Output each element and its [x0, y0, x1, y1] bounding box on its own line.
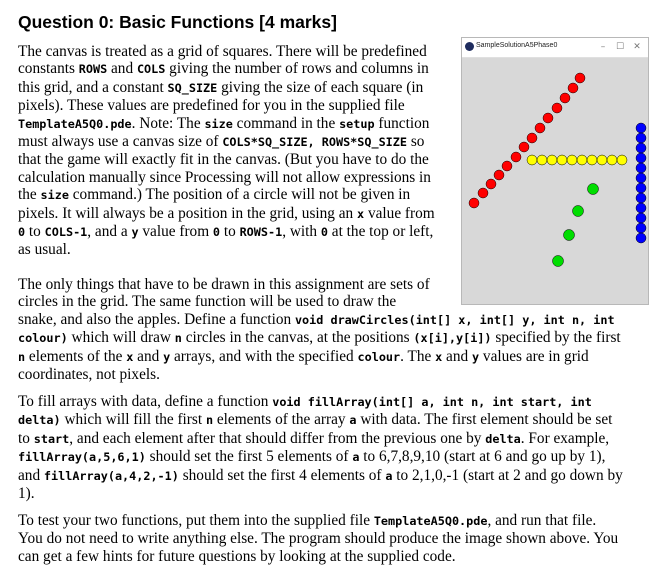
line: [18, 411, 648, 429]
code-text: y: [471, 349, 480, 364]
yellow-circle: [617, 155, 627, 165]
text: , and a: [87, 223, 132, 241]
text: must always use a canvas size of: [18, 133, 223, 151]
text: To fill arrays with data, define a function: [18, 393, 273, 410]
blue-circle: [636, 123, 646, 133]
code-text: n: [174, 331, 182, 346]
green-circle: [588, 184, 599, 195]
text: You do not need to write anything else. The program should produce the image shown above. You: [18, 530, 619, 548]
text: The only things that have to be drawn in this assignment are sets of: [18, 276, 430, 293]
line: [18, 186, 450, 204]
paragraph-fill-array: [18, 393, 648, 502]
code-text: y: [163, 349, 171, 364]
yellow-circle: [597, 155, 607, 165]
red-circle: [469, 198, 479, 208]
text: , with: [282, 223, 321, 241]
blue-circle: [636, 193, 646, 203]
line: [18, 43, 450, 60]
text: and: [18, 466, 44, 484]
text: command in the: [232, 114, 340, 132]
text: circles in the canvas, at the positions: [181, 329, 414, 347]
line: [18, 485, 648, 502]
code-text: x: [435, 349, 443, 364]
text: should set the first 4 elements of: [178, 466, 386, 484]
text: that the game will exactly fit in the canvas. (But you have to do the: [18, 151, 429, 169]
yellow-circle: [607, 155, 617, 165]
sketch-window: [461, 37, 649, 305]
text: so: [407, 133, 425, 151]
code-text: colour): [18, 331, 68, 346]
line: [18, 393, 648, 411]
line: [18, 205, 450, 223]
paragraph-canvas-grid: [18, 43, 450, 259]
code-text: delta: [485, 431, 521, 446]
line: [18, 241, 450, 258]
green-circle: [564, 230, 575, 241]
red-circle: [486, 179, 496, 189]
blue-circle: [636, 183, 646, 193]
yellow-circle: [567, 155, 577, 165]
blue-circle: [636, 153, 646, 163]
code-text: a: [352, 450, 360, 465]
text: the: [18, 186, 41, 204]
text: constants: [18, 60, 79, 78]
line: [18, 448, 648, 466]
text: as usual.: [18, 241, 71, 259]
text: circles in the grid. The same function will be used to draw the: [18, 293, 397, 311]
blue-circle: [636, 163, 646, 173]
line: [18, 548, 648, 565]
code-text: setup: [339, 116, 375, 131]
text: to 6,7,8,9,10 (start at 6 and go up by 1),: [359, 448, 606, 466]
text: to 2,1,0,-1 (start at 2 and go down by: [392, 466, 623, 484]
code-text: n: [18, 349, 26, 364]
code-text: size: [204, 116, 233, 131]
text: value from: [138, 223, 213, 241]
text: to: [25, 223, 45, 241]
text: The canvas is treated as a grid of squares. There will be predefined: [18, 43, 427, 60]
code-text: x: [357, 206, 365, 221]
line: [18, 223, 450, 241]
code-text: delta): [18, 413, 61, 428]
text: function: [374, 114, 430, 132]
processing-app-icon: [465, 42, 474, 51]
text: which will draw: [67, 329, 175, 347]
text: arrays, and with the specified: [170, 347, 358, 365]
line: [18, 79, 450, 97]
close-button[interactable]: ✕: [633, 42, 641, 52]
blue-circle: [636, 233, 646, 243]
red-circle: [502, 161, 512, 171]
maximize-button[interactable]: ☐: [615, 42, 625, 52]
code-text: y: [131, 225, 139, 240]
text: 1).: [18, 485, 35, 503]
text: value from: [364, 204, 435, 222]
red-circle: [535, 123, 545, 133]
text: should set the first 5 elements of: [145, 448, 353, 466]
line: [18, 133, 450, 151]
code-text: n: [205, 413, 214, 428]
minimize-button[interactable]: –: [600, 42, 606, 52]
line: [18, 329, 648, 347]
code-text: void drawCircles(int[] x, int[] y, int n, int: [294, 312, 615, 327]
line: [18, 530, 648, 547]
line: [18, 97, 450, 114]
code-text: a: [349, 413, 357, 428]
circles-drawing: [462, 58, 648, 304]
red-circle: [478, 188, 488, 198]
blue-circle: [636, 133, 646, 143]
text: . The: [400, 347, 436, 365]
code-text: ROWS-1: [239, 225, 283, 240]
text: coordinates, not pixels.: [18, 366, 160, 384]
red-circle: [568, 83, 578, 93]
paragraph-testing: [18, 512, 648, 565]
text: this grid, and a constant: [18, 78, 168, 96]
text: , and run that file.: [487, 512, 597, 529]
code-text: colour: [357, 349, 401, 364]
window-titlebar[interactable]: [462, 38, 648, 58]
blue-circle: [636, 173, 646, 183]
code-text: COLS: [136, 62, 166, 77]
line: [18, 366, 648, 383]
text: . For example,: [520, 429, 610, 447]
text: elements of the array: [213, 411, 350, 429]
code-text: COLS*SQ_SIZE, ROWS*SQ_SIZE: [222, 135, 407, 150]
text: pixels). These values are predefined for you in the supplied file: [18, 97, 405, 115]
yellow-circle: [577, 155, 587, 165]
code-text: start: [33, 431, 70, 446]
red-circle: [560, 93, 570, 103]
text: snake, and also the apples. Define a function: [18, 310, 295, 328]
text: specified by the first: [491, 329, 621, 347]
line: [18, 115, 450, 133]
code-text: 0: [18, 225, 26, 240]
yellow-circle: [527, 155, 537, 165]
code-text: TemplateA5Q0.pde: [373, 514, 488, 528]
text: To test your two functions, put them into the supplied file: [18, 512, 374, 529]
text: to: [18, 429, 34, 447]
red-circle: [543, 113, 553, 123]
question-title: Question 0: Basic Functions [4 marks]: [18, 12, 337, 32]
line: [18, 60, 450, 78]
blue-circle: [636, 203, 646, 213]
red-circle: [519, 142, 529, 152]
blue-circle: [636, 223, 646, 233]
text: can get a few hints for future questions by looking at the supplied code.: [18, 547, 456, 565]
blue-circle: [636, 213, 646, 223]
code-text: TemplateA5Q0.pde: [18, 116, 132, 131]
text: , and each element after that should differ from the previous one by: [69, 429, 486, 447]
line: [18, 348, 648, 366]
code-text: x: [126, 349, 134, 364]
code-text: (x[i],y[i]): [413, 331, 492, 346]
green-circle: [573, 206, 584, 217]
blue-circle: [636, 143, 646, 153]
text: and: [442, 347, 472, 365]
code-text: 0: [212, 225, 221, 240]
code-text: a: [385, 468, 393, 483]
line: [18, 169, 450, 186]
red-circle: [575, 73, 585, 83]
green-circle: [553, 256, 564, 267]
text: and: [107, 60, 137, 78]
line: [18, 151, 450, 168]
text: and: [133, 347, 164, 365]
yellow-circle: [537, 155, 547, 165]
text: . Note: The: [131, 114, 205, 132]
window-title: SampleSolutionA5Phase0: [476, 42, 558, 49]
text: values are in grid: [479, 347, 589, 365]
line: [18, 467, 648, 485]
text: pixels. It will always be a position in the grid, using an: [18, 204, 358, 222]
yellow-circle: [557, 155, 567, 165]
text: elements of the: [25, 347, 127, 365]
line: [18, 430, 648, 448]
line: [18, 512, 648, 530]
code-text: size: [40, 188, 69, 203]
code-text: fillArray(a,5,6,1): [18, 450, 146, 465]
text: at the top or left,: [327, 223, 434, 241]
code-text: COLS-1: [44, 225, 88, 240]
text: with data. The first element should be set: [356, 411, 613, 429]
red-circle: [494, 170, 504, 180]
text: calculation manually since Processing will not allow expressions in: [18, 168, 431, 186]
sketch-canvas[interactable]: [462, 58, 648, 304]
text: giving the size of each square (in: [217, 78, 424, 96]
text: which will fill the first: [60, 411, 206, 429]
red-circle: [527, 133, 537, 143]
code-text: void fillArray(int[] a, int n, int start, int: [272, 395, 592, 409]
code-text: ROWS: [78, 62, 108, 77]
yellow-circle: [587, 155, 597, 165]
code-text: fillArray(a,4,2,-1): [43, 468, 179, 483]
text: to: [220, 223, 240, 241]
line: [18, 311, 648, 329]
text: giving the number of rows and columns in: [165, 60, 429, 78]
code-text: 0: [320, 225, 328, 240]
text: command.) The position of a circle will not be given in: [68, 186, 411, 204]
yellow-circle: [547, 155, 557, 165]
red-circle: [552, 103, 562, 113]
code-text: SQ_SIZE: [167, 80, 218, 95]
red-circle: [511, 152, 521, 162]
